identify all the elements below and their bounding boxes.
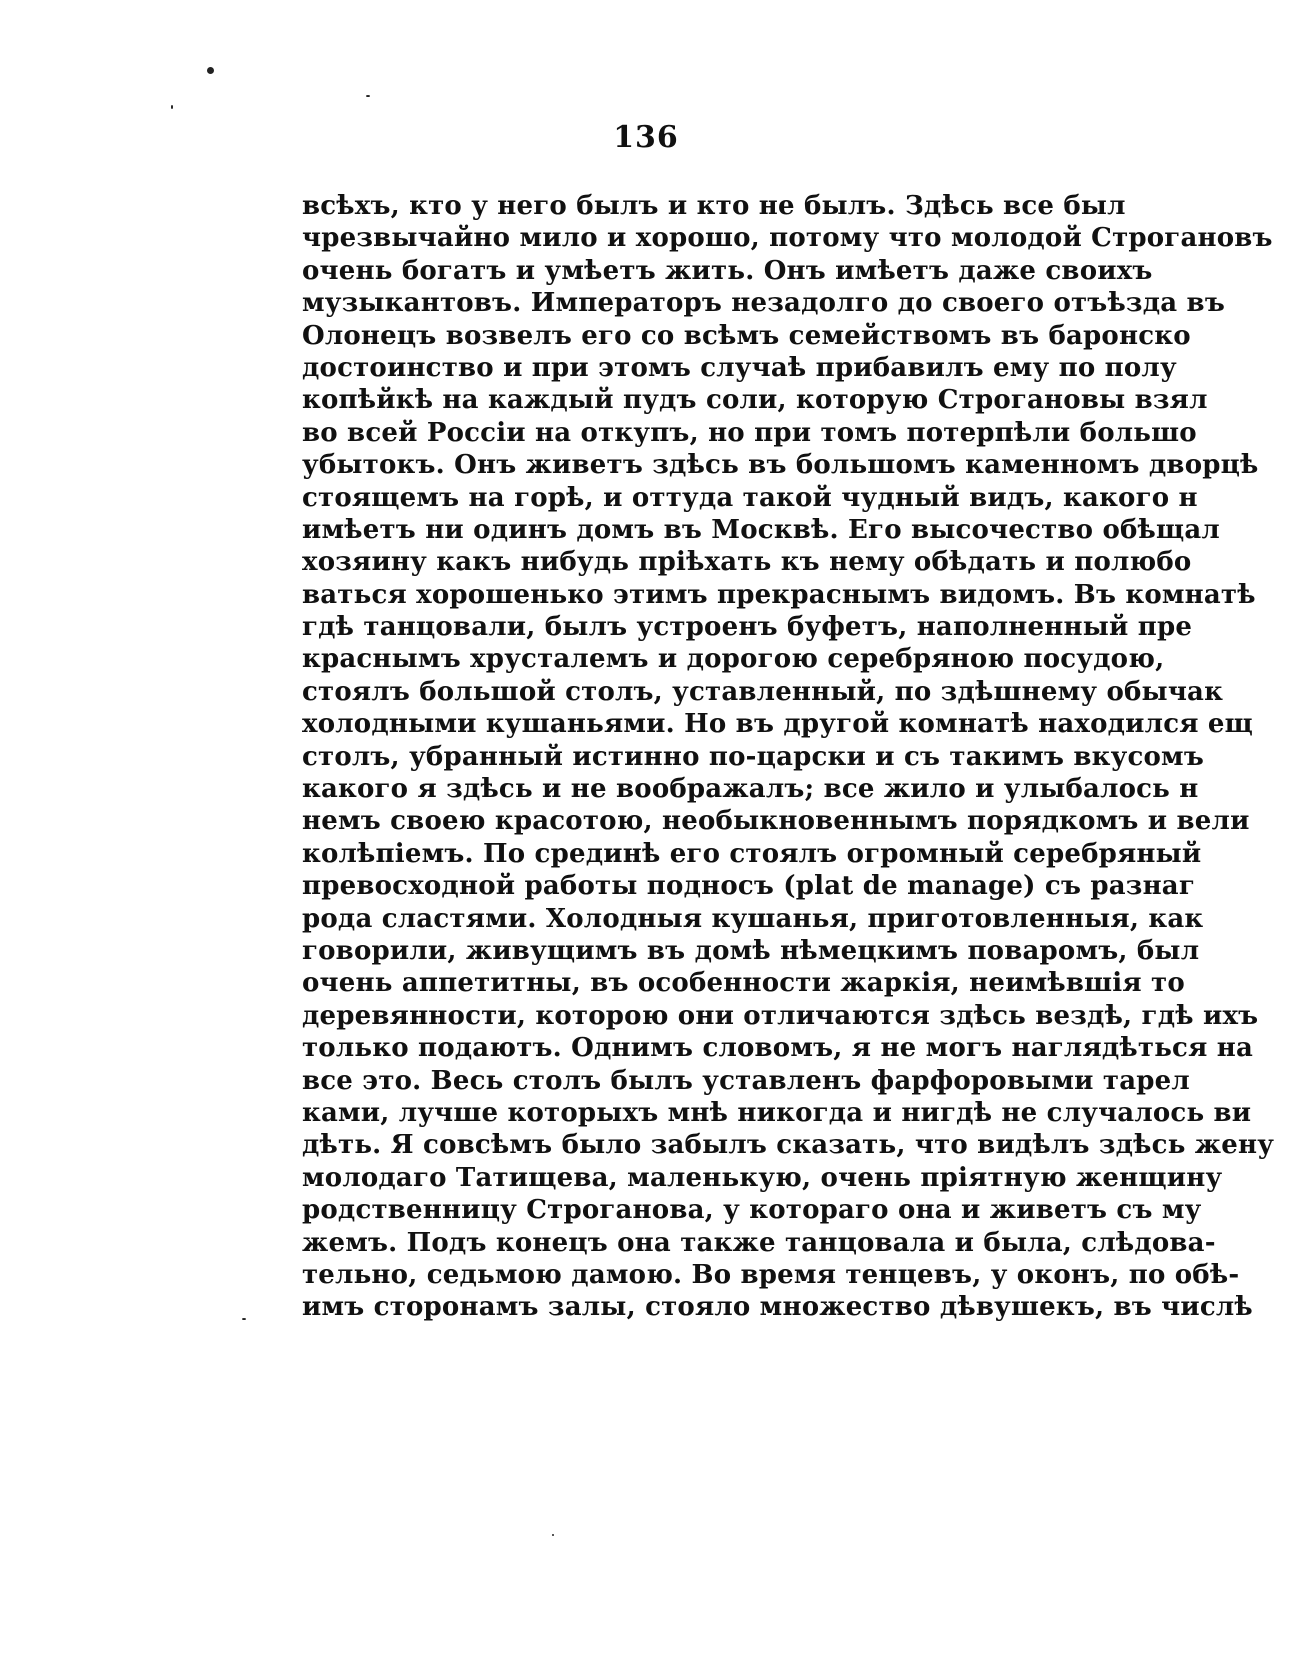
- text-line: очень богатъ и умѣетъ жить. Онъ имѣетъ даже своихъ: [302, 255, 1153, 286]
- text-line: ваться хорошенько этимъ прекраснымъ видомъ. Въ комнатѣ: [302, 579, 1256, 610]
- text-line: достоинство и при этомъ случаѣ прибавилъ ему по полу: [302, 352, 1177, 383]
- text-line: имѣетъ ни одинъ домъ въ Москвѣ. Его высочество обѣщал: [302, 514, 1220, 545]
- text-line: молодаго Татищева, маленькую, очень пріятную женщину: [302, 1162, 1223, 1193]
- text-line: немъ своею красотою, необыкновеннымъ порядкомъ и вели: [302, 806, 1250, 837]
- text-line: копѣйкѣ на каждый пудъ соли, которую Строгановы взял: [302, 385, 1208, 416]
- text-line: рода сластями. Холодныя кушанья, приготовленныя, как: [302, 903, 1204, 934]
- text-line: холодными кушаньями. Но въ другой комнатѣ находился ещ: [302, 709, 1253, 740]
- text-line: все это. Весь столъ былъ уставленъ фарфоровыми тарел: [302, 1065, 1190, 1096]
- text-line: превосходной работы подносъ (plat de manage) съ разнаг: [302, 871, 1195, 902]
- text-line: стоялъ большой столъ, уставленный, по здѣшнему обычак: [302, 676, 1224, 707]
- text-line: гдѣ танцовали, былъ устроенъ буфетъ, наполненный пре: [302, 612, 1193, 643]
- text-line: музыкантовъ. Императоръ незадолго до своего отъѣзда въ: [302, 288, 1225, 319]
- text-line: ками, лучше которыхъ мнѣ никогда и нигдѣ не случалось ви: [302, 1097, 1252, 1128]
- ink-speck: [242, 1318, 246, 1320]
- text-line: очень аппетитны, въ особенности жаркія, неимѣвшія то: [302, 968, 1185, 999]
- text-line: родственницу Строганова, у котораго она и живетъ съ му: [302, 1195, 1202, 1226]
- text-line: дѣть. Я совсѣмъ было забылъ сказать, что видѣлъ здѣсь жену: [302, 1130, 1275, 1161]
- text-line: тельно, седьмою дамою. Во время тенцевъ, у оконъ, по обѣ-: [302, 1259, 1240, 1290]
- text-line: всѣхъ, кто у него былъ и кто не былъ. Здѣсь все был: [302, 191, 1126, 221]
- text-line: говорили, живущимъ въ домѣ нѣмецкимъ поваромъ, был: [302, 935, 1200, 966]
- page-number: 136: [613, 120, 679, 155]
- ink-speck: [366, 95, 370, 97]
- text-line: чрезвычайно мило и хорошо, потому что молодой Строгановъ: [302, 223, 1273, 254]
- ink-speck: [207, 67, 214, 74]
- text-line: Олонецъ возвелъ его со всѣмъ семействомъ въ баронско: [302, 320, 1191, 351]
- body-text: [302, 190, 1275, 1324]
- text-line: столъ, убранный истинно по-царски и съ такимъ вкусомъ: [302, 741, 1204, 772]
- text-line: жемъ. Подъ конецъ она также танцовала и была, слѣдова-: [302, 1227, 1216, 1258]
- text-line: убытокъ. Онъ живетъ здѣсь въ большомъ каменномъ дворцѣ: [302, 450, 1259, 481]
- ink-speck: [171, 105, 173, 109]
- text-line: краснымъ хрусталемъ и дорогою серебряною посудою,: [302, 644, 1165, 675]
- text-line: только подаютъ. Однимъ словомъ, я не могъ наглядѣться на: [302, 1033, 1254, 1064]
- ink-speck: [552, 1534, 554, 1536]
- text-line: во всей Россіи на откупъ, но при томъ потерпѣли большо: [302, 417, 1197, 448]
- text-line: имъ сторонамъ залы, стояло множество дѣвушекъ, въ числѣ: [302, 1292, 1253, 1323]
- text-line: какого я здѣсь и не воображалъ; все жило и улыбалось н: [302, 774, 1199, 805]
- text-line: стоящемъ на горѣ, и оттуда такой чудный видъ, какого н: [302, 482, 1198, 513]
- text-line: деревянности, которою они отличаются здѣсь вездѣ, гдѣ ихъ: [302, 1000, 1259, 1031]
- text-line: хозяину какъ нибудь пріѣхать къ нему обѣдать и полюбо: [302, 547, 1192, 578]
- text-line: колѣпіемъ. По срединѣ его стоялъ огромный серебряный: [302, 838, 1202, 869]
